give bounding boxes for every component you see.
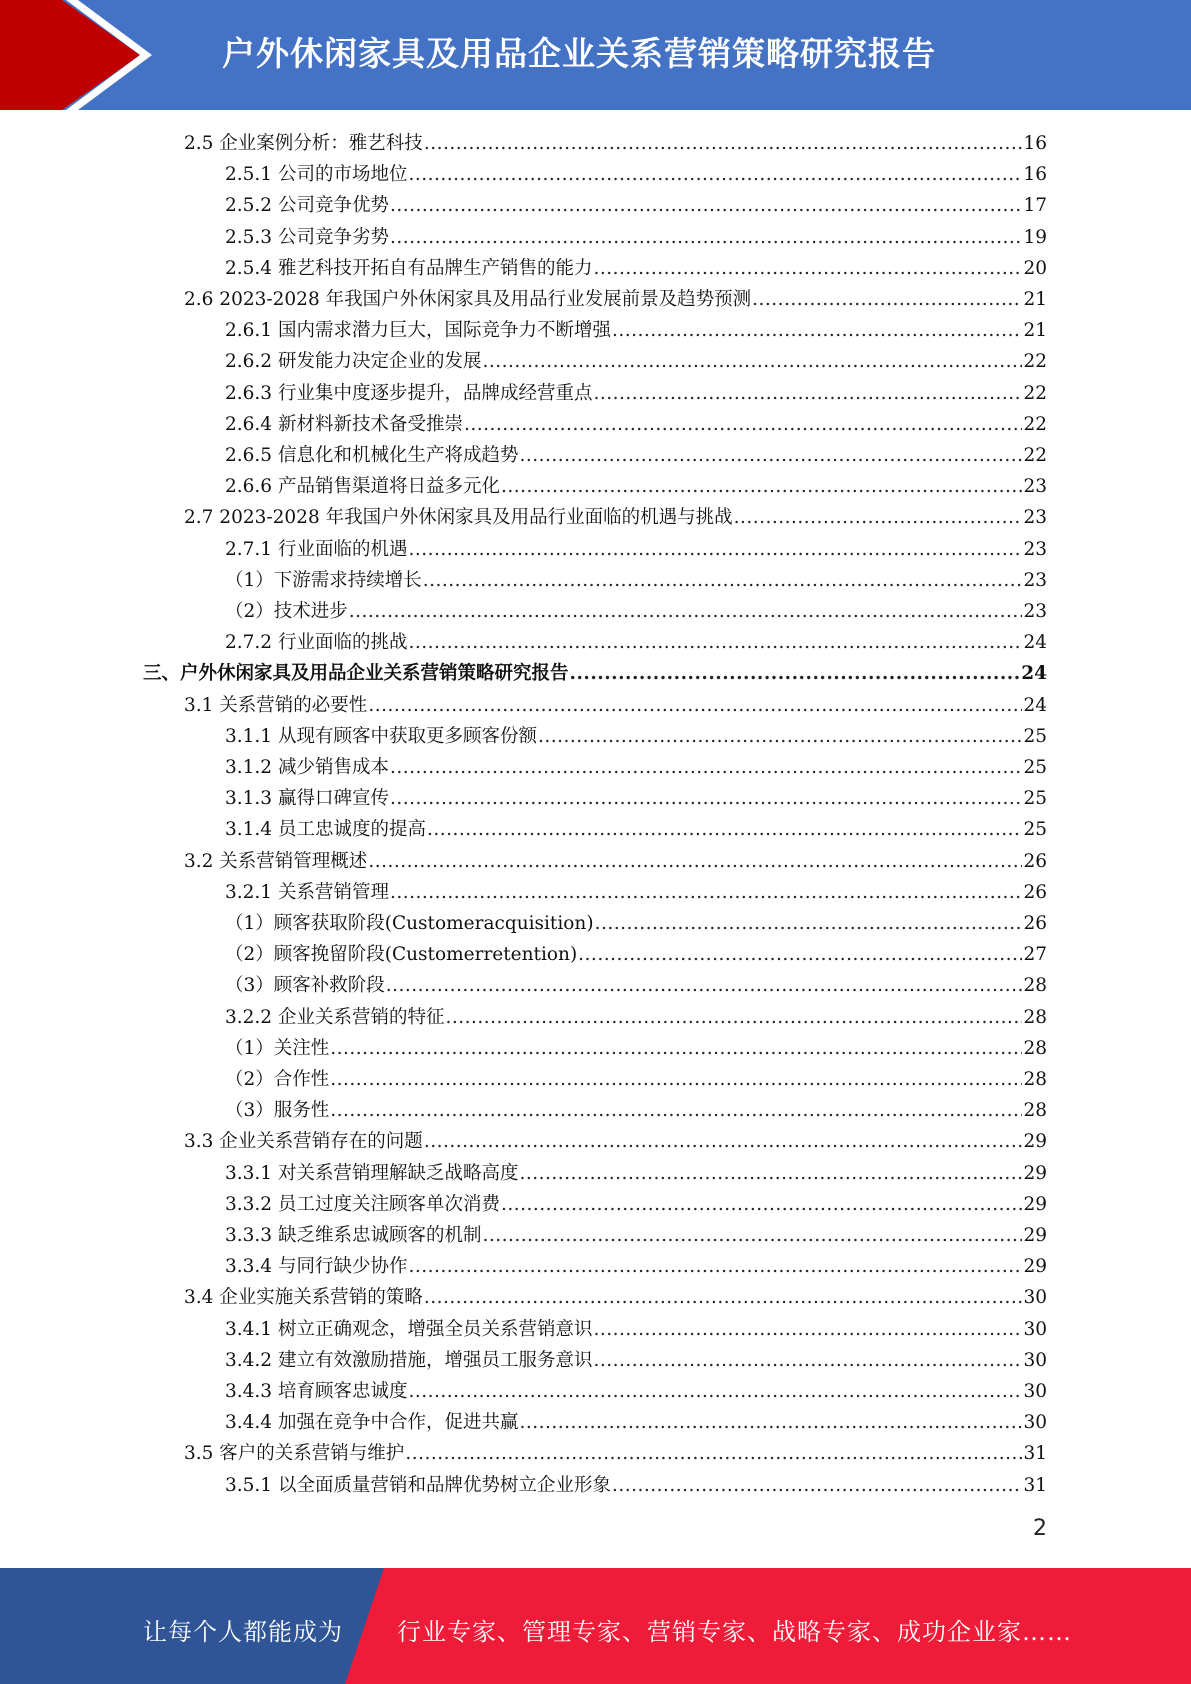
toc-leader-dots [538,721,1022,752]
toc-entry-page: 29 [1023,1162,1047,1184]
toc-leader-dots [330,1033,1022,1064]
toc-entry[interactable] [225,190,1047,221]
toc-entry-page: 20 [1023,257,1047,279]
toc-entry-label: 2.5.4 雅艺科技开拓自有品牌生产销售的能力 [225,257,593,279]
toc-entry-page: 26 [1023,881,1047,903]
toc-entry-label: 3.1 关系营销的必要性 [184,694,368,716]
toc-leader-dots [390,190,1022,221]
toc-entry-label: 2.6.5 信息化和机械化生产将成趋势 [225,445,519,466]
toc-leader-dots [368,846,1022,877]
toc-leader-dots [424,1126,1023,1157]
toc-entry-label: 3.5.1 以全面质量营销和品牌优势树立企业形象 [225,1474,611,1496]
toc-entry-page: 31 [1023,1443,1047,1465]
toc-entry[interactable] [225,814,1047,845]
toc-entry-label: 2.7 2023-2028 年我国户外休闲家具及用品行业面临的机遇与挑战 [184,507,733,529]
toc-leader-dots [593,253,1022,284]
toc-entry-label: （1）关注性 [225,1037,330,1059]
toc-entry[interactable] [225,1220,1047,1251]
toc-entry[interactable] [225,471,1047,502]
toc-entry[interactable] [184,284,1047,315]
toc-entry-label: 3.3.2 员工过度关注顾客单次消费 [225,1193,500,1215]
toc-entry-page: 30 [1023,1287,1047,1309]
toc-entry-label: 3.4.2 建立有效激励措施，增强员工服务意识 [225,1349,593,1371]
toc-entry[interactable] [225,534,1047,565]
toc-entry-page: 29 [1023,1225,1047,1246]
toc-entry[interactable] [225,222,1047,253]
toc-entry[interactable] [184,846,1047,877]
toc-entry-page: 29 [1023,1193,1047,1215]
toc-entry-page: 23 [1023,507,1047,529]
toc-leader-dots [349,596,1023,627]
toc-entry-label: 2.5 企业案例分析：雅艺科技 [184,133,423,154]
toc-leader-dots [330,1064,1022,1095]
toc-entry-page: 30 [1023,1349,1047,1371]
toc-entry-label: 2.7.2 行业面临的挑战 [225,632,408,654]
toc-entry-page: 26 [1023,850,1047,872]
toc-entry[interactable] [225,1376,1047,1407]
toc-entry-label: （2）顾客挽留阶段(Customerretention) [225,944,578,966]
toc-entry-page: 28 [1023,1037,1047,1059]
toc-leader-dots [482,1220,1022,1251]
toc-entry-page: 30 [1023,1381,1047,1402]
toc-entry-label: 三、户外休闲家具及用品企业关系营销策略研究报告 [143,663,569,685]
toc-entry[interactable] [225,721,1047,752]
toc-leader-dots [570,658,1021,689]
report-title: 户外休闲家具及用品企业关系营销策略研究报告 [222,34,936,73]
toc-leader-dots [330,1095,1022,1126]
toc-entry-label: （1）下游需求持续增长 [225,569,422,591]
toc-entry-page: 24 [1023,632,1047,654]
toc-entry-page: 23 [1023,476,1047,498]
toc-leader-dots [752,284,1022,315]
toc-entry-label: 2.6.4 新材料新技术备受推崇 [225,413,463,435]
toc-entry-page: 29 [1023,1131,1047,1153]
page-number: 2 [1033,1516,1047,1541]
toc-leader-dots [593,378,1022,409]
toc-entry-page: 22 [1023,351,1047,373]
toc-entry-label: 3.3.3 缺乏维系忠诚顾客的机制 [225,1225,482,1246]
toc-entry[interactable] [225,970,1047,1001]
toc-leader-dots [408,1251,1022,1282]
toc-entry-page: 24 [1021,663,1047,685]
toc-entry[interactable] [225,159,1047,190]
toc-entry-page: 28 [1023,975,1047,997]
toc-entry-label: 3.2 关系营销管理概述 [184,850,368,872]
toc-entry[interactable] [225,783,1047,814]
toc-leader-dots [612,315,1022,346]
toc-leader-dots [386,970,1023,1001]
toc-entry[interactable] [225,346,1047,377]
toc-entry-label: 2.6.6 产品销售渠道将日益多元化 [225,476,500,498]
toc-leader-dots [390,752,1022,783]
toc-leader-dots [519,1158,1022,1189]
toc-entry-page: 22 [1023,445,1047,466]
page-header [0,0,1191,110]
toc-leader-dots [427,814,1022,845]
toc-entry-label: 3.1.4 员工忠诚度的提高 [225,819,426,841]
toc-entry-page: 23 [1023,538,1047,560]
toc-leader-dots [445,1002,1022,1033]
toc-entry-label: 3.4.1 树立正确观念，增强全员关系营销意识 [225,1318,593,1340]
toc-entry[interactable] [225,378,1047,409]
toc-entry-label: 2.5.3 公司竞争劣势 [225,226,389,248]
toc-leader-dots [408,159,1022,190]
header-chevron-icon [0,0,160,110]
footer-slogan-left: 让每个人都能成为 [143,1618,343,1646]
toc-leader-dots [734,502,1023,533]
toc-entry-page: 26 [1023,913,1047,934]
toc-entry-page: 19 [1023,226,1047,248]
toc-entry-label: 3.4.3 培育顾客忠诚度 [225,1381,408,1402]
toc-leader-dots [405,1438,1022,1469]
toc-entry[interactable] [225,1407,1047,1438]
toc-leader-dots [612,1470,1022,1501]
toc-entry-page: 28 [1023,1100,1047,1122]
toc-entry[interactable] [143,658,1047,689]
toc-leader-dots [424,1282,1023,1313]
toc-entry-label: 3.2.2 企业关系营销的特征 [225,1006,445,1028]
toc-leader-dots [593,1314,1022,1345]
toc-entry[interactable] [184,1126,1047,1157]
toc-entry-label: 3.3.4 与同行缺少协作 [225,1256,408,1278]
toc-entry-label: 3.5 客户的关系营销与维护 [184,1443,405,1465]
toc-leader-dots [408,1376,1022,1407]
toc-leader-dots [519,440,1022,471]
toc-entry-label: 2.6 2023-2028 年我国户外休闲家具及用品行业发展前景及趋势预测 [184,289,752,310]
toc-entry-label: 3.1.3 赢得口碑宣传 [225,788,389,810]
toc-leader-dots [501,1189,1022,1220]
toc-entry[interactable] [184,1282,1047,1313]
toc-leader-dots [408,534,1022,565]
toc-entry[interactable] [225,409,1047,440]
toc-entry-label: 2.6.3 行业集中度逐步提升，品牌成经营重点 [225,382,593,404]
toc-entry-label: 2.5.1 公司的市场地位 [225,164,408,186]
toc-entry-label: 2.5.2 公司竞争优势 [225,195,389,217]
toc-entry[interactable] [184,128,1047,159]
toc-entry-label: （1）顾客获取阶段(Customeracquisition) [225,913,594,934]
toc-entry[interactable] [225,877,1047,908]
toc-entry-page: 25 [1023,725,1047,747]
toc-entry-page: 24 [1023,694,1047,716]
toc-entry-label: 3.1.1 从现有顾客中获取更多顾客份额 [225,725,537,747]
toc-leader-dots [464,409,1022,440]
toc-entry-page: 17 [1023,195,1047,217]
toc-leader-dots [482,346,1022,377]
toc-entry-page: 23 [1023,601,1047,622]
toc-entry-label: （2）合作性 [225,1069,330,1090]
toc-entry-page: 22 [1023,413,1047,435]
toc-leader-dots [501,471,1022,502]
toc-leader-dots [390,783,1022,814]
toc-entry-page: 25 [1023,819,1047,841]
toc-entry-label: 2.7.1 行业面临的机遇 [225,538,408,560]
toc-entry[interactable] [225,908,1047,939]
toc-entry-label: 2.6.1 国内需求潜力巨大，国际竞争力不断增强 [225,320,611,342]
toc-leader-dots [368,690,1022,721]
toc-leader-dots [519,1407,1022,1438]
toc-entry[interactable] [184,690,1047,721]
toc-entry[interactable] [225,1095,1047,1126]
toc-entry[interactable] [225,1345,1047,1376]
toc-entry[interactable] [225,752,1047,783]
toc-leader-dots [423,565,1023,596]
toc-leader-dots [595,908,1023,939]
toc-entry[interactable] [225,1002,1047,1033]
toc-entry-page: 27 [1023,944,1047,966]
toc-entry-page: 30 [1023,1412,1047,1434]
toc-entry-page: 16 [1023,164,1047,186]
toc-entry-page: 25 [1023,788,1047,810]
toc-entry-label: 3.3.1 对关系营销理解缺乏战略高度 [225,1162,519,1184]
toc-entry-label: （3）顾客补救阶段 [225,975,385,997]
toc-entry[interactable] [225,1251,1047,1282]
page-footer [0,1568,1191,1684]
toc-entry-label: （2）技术进步 [225,601,348,622]
toc-entry-page: 23 [1023,569,1047,591]
toc-entry-label: 2.6.2 研发能力决定企业的发展 [225,351,482,373]
toc-entry-page: 22 [1023,382,1047,404]
toc-leader-dots [408,627,1022,658]
toc-entry[interactable] [225,1033,1047,1064]
toc-entry-page: 28 [1023,1006,1047,1028]
toc-entry-label: 3.4.4 加强在竞争中合作，促进共赢 [225,1412,519,1434]
toc-entry[interactable] [225,315,1047,346]
toc-entry-page: 25 [1023,757,1047,778]
toc-entry-page: 31 [1023,1474,1047,1496]
toc-leader-dots [424,128,1023,159]
toc-leader-dots [390,877,1022,908]
toc-entry[interactable] [225,596,1047,627]
toc-entry[interactable] [225,1189,1047,1220]
toc-entry[interactable] [225,1314,1047,1345]
toc-entry[interactable] [225,627,1047,658]
toc-leader-dots [390,222,1022,253]
toc-entry[interactable] [225,939,1047,970]
toc-entry-label: 3.4 企业实施关系营销的策略 [184,1287,423,1309]
toc-entry[interactable] [184,1438,1047,1469]
toc-entry[interactable] [225,1064,1047,1095]
toc-entry-page: 28 [1023,1069,1047,1090]
toc-entry[interactable] [225,1158,1047,1189]
toc-leader-dots [593,1345,1022,1376]
toc-entry-page: 30 [1023,1318,1047,1340]
footer-slogan-right: 行业专家、管理专家、营销专家、战略专家、成功企业家…… [397,1618,1072,1646]
toc-entry-page: 29 [1023,1256,1047,1278]
toc-leader-dots [578,939,1022,970]
toc-entry-page: 21 [1023,289,1047,310]
toc-entry-page: 21 [1023,320,1047,342]
toc-entry[interactable] [225,565,1047,596]
toc-entry-label: 3.3 企业关系营销存在的问题 [184,1131,423,1153]
toc-entry-page: 16 [1023,133,1047,154]
toc-entry-label: 3.2.1 关系营销管理 [225,881,389,903]
toc-entry[interactable] [225,1470,1047,1501]
toc-entry[interactable] [225,440,1047,471]
toc-entry[interactable] [225,253,1047,284]
toc-entry[interactable] [184,502,1047,533]
toc-entry-label: （3）服务性 [225,1100,330,1122]
toc-entry-label: 3.1.2 减少销售成本 [225,757,389,778]
